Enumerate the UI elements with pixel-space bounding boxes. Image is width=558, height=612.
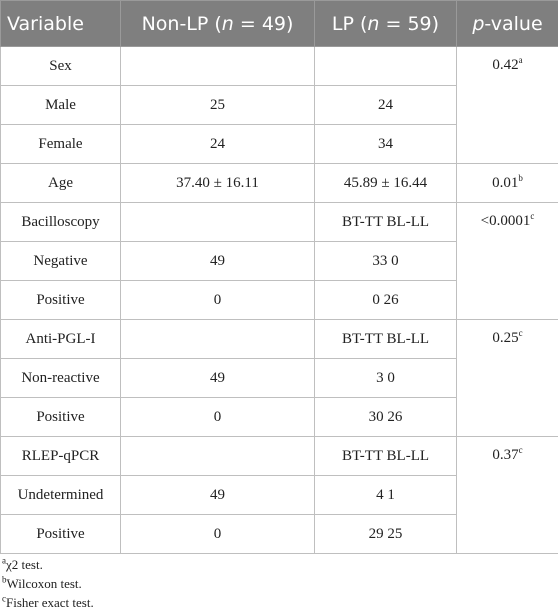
cell-lp: 33 0 (315, 242, 457, 281)
header-lp-post: = 59) (379, 12, 440, 35)
table-row (1, 164, 558, 203)
cell-variable: Undetermined (1, 476, 121, 515)
cell-non-lp (121, 203, 315, 242)
cell-non-lp (121, 437, 315, 476)
header-p-rest: -value (484, 12, 543, 35)
cell-variable: Male (1, 86, 121, 125)
header-variable: Variable (1, 1, 121, 47)
header-non-lp (121, 1, 315, 47)
footnote-a (2, 557, 43, 573)
cell-p-value (457, 164, 558, 203)
cell-variable: Negative (1, 242, 121, 281)
table-row (1, 320, 558, 359)
p-value-footnote-mark: c (518, 445, 523, 455)
cell-non-lp (121, 47, 315, 86)
p-value-text: 0.42 (492, 57, 519, 73)
cell-non-lp: 25 (121, 86, 315, 125)
cell-lp: BT-TT BL-LL (315, 203, 457, 242)
cell-non-lp: 0 (121, 281, 315, 320)
footnote-c (2, 595, 94, 611)
header-p-italic: p (472, 12, 485, 35)
cell-variable: Anti-PGL-I (1, 320, 121, 359)
cell-variable: Positive (1, 281, 121, 320)
cell-lp: 4 1 (315, 476, 457, 515)
cell-lp: 24 (315, 86, 457, 125)
cell-lp: BT-TT BL-LL (315, 320, 457, 359)
header-lp-n: n (367, 12, 380, 35)
header-non-lp-n: n (221, 12, 234, 35)
footnote-mark: b (2, 574, 7, 585)
cell-non-lp: 24 (121, 125, 315, 164)
cell-non-lp: 49 (121, 359, 315, 398)
cell-non-lp (121, 320, 315, 359)
cell-lp: 3 0 (315, 359, 457, 398)
footnote-b (2, 576, 82, 592)
cell-lp: 30 26 (315, 398, 457, 437)
cell-non-lp: 49 (121, 476, 315, 515)
cell-variable: Positive (1, 515, 121, 554)
header-lp-pre: LP ( (331, 12, 368, 35)
p-value-text: 0.01 (492, 174, 519, 191)
cell-lp: 0 26 (315, 281, 457, 320)
cell-variable: RLEP-qPCR (1, 437, 121, 476)
header-row (1, 1, 558, 47)
cell-lp: BT-TT BL-LL (315, 437, 457, 476)
p-value-footnote-mark: c (530, 211, 535, 221)
cell-variable: Non-reactive (1, 359, 121, 398)
header-lp (315, 1, 457, 47)
footnote-text: Wilcoxon test. (6, 576, 82, 591)
table-row (1, 47, 558, 86)
p-value-footnote-mark: c (518, 328, 523, 338)
footnote-text: Fisher exact test. (6, 595, 94, 610)
table-row (1, 437, 558, 476)
header-non-lp-pre: Non-LP ( (141, 12, 222, 35)
header-non-lp-post: = 49) (233, 12, 294, 35)
p-value-text: <0.0001 (480, 213, 531, 229)
cell-non-lp: 0 (121, 515, 315, 554)
cell-lp (315, 47, 457, 86)
cell-lp: 29 25 (315, 515, 457, 554)
cell-non-lp: 49 (121, 242, 315, 281)
table-row (1, 203, 558, 242)
cell-variable: Sex (1, 47, 121, 86)
p-value-text: 0.37 (492, 447, 519, 463)
cell-p-value (457, 437, 558, 554)
cell-non-lp: 0 (121, 398, 315, 437)
footnote-text: χ2 test. (6, 557, 43, 572)
cell-variable: Bacilloscopy (1, 203, 121, 242)
cell-variable: Female (1, 125, 121, 164)
cell-variable: Positive (1, 398, 121, 437)
cell-p-value (457, 320, 558, 437)
footnote-mark: c (2, 593, 6, 604)
cell-variable: Age (1, 164, 121, 203)
p-value-text: 0.25 (492, 330, 519, 346)
cell-lp: 34 (315, 125, 457, 164)
cell-p-value (457, 203, 558, 320)
cell-lp: 45.89 ± 16.44 (315, 164, 457, 203)
cell-p-value (457, 47, 558, 164)
p-value-footnote-mark: a (518, 55, 523, 65)
header-p-value (457, 1, 558, 47)
footnote-mark: a (2, 555, 6, 566)
cell-non-lp: 37.40 ± 16.11 (121, 164, 315, 203)
p-value-footnote-mark: b (518, 172, 523, 183)
